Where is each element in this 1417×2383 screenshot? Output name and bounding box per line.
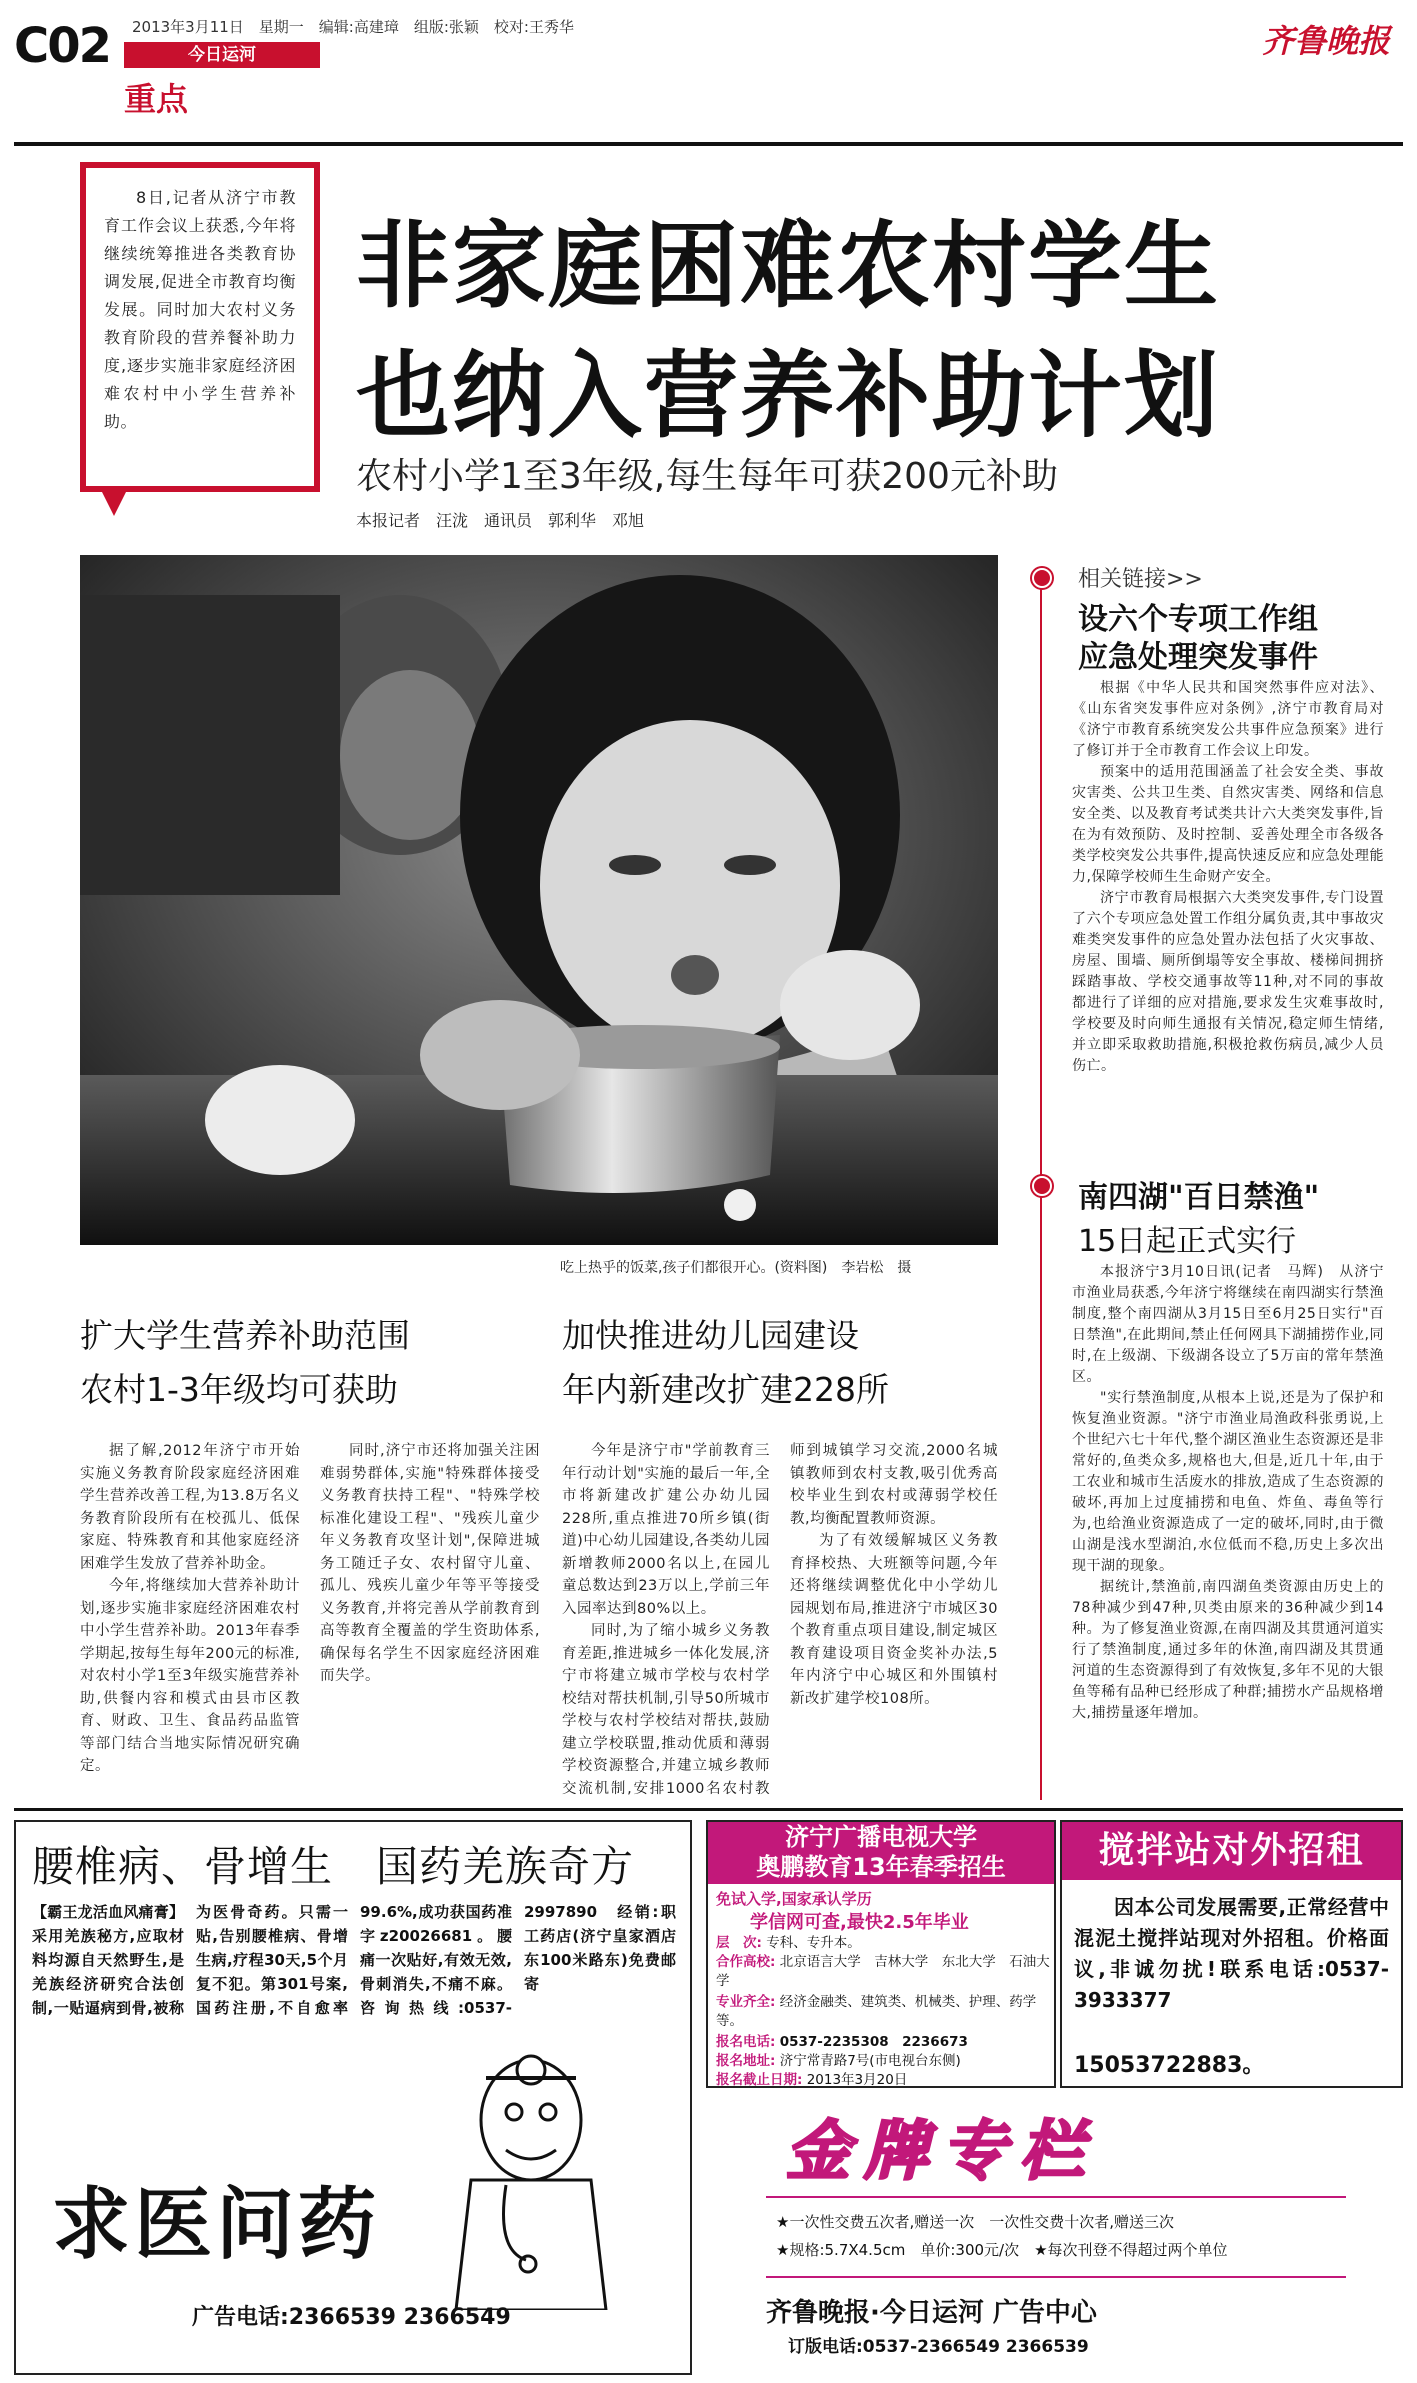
sidebar2-paragraph: 本报济宁3月10日讯(记者 马辉) 从济宁市渔业局获悉,今年济宁将继续在南四湖实行禁渔制度,整个南四湖从3月15日至6月25日实行"百日禁渔",在此期间,禁止任何网具下湖捕捞作业,同时,在上级湖、下级湖各设立了5万亩的常年禁渔区。	[1072, 1264, 1384, 1385]
ad-recruit-body: 因本公司发展需要,正常经营中混泥土搅拌站现对外招租。价格面议,非诚勿扰!联系电话:0537-3933377	[1074, 1895, 1389, 2012]
ad-gold-footer: 齐鲁晚报·今日运河 广告中心	[766, 2298, 1097, 2328]
addr-value: 济宁常青路7号(市电视台东侧)	[779, 2053, 961, 2069]
headline-line1: 非家庭困难农村学生	[356, 211, 1221, 321]
deadline-value: 2013年3月20日	[806, 2072, 908, 2088]
doctor-illustration-icon	[436, 2050, 626, 2310]
sidebar1-body	[1072, 678, 1384, 1077]
ad-gold	[706, 2096, 1403, 2375]
ad-university-details	[716, 1934, 1050, 2090]
sidebar1-kicker: 相关链接>>	[1078, 567, 1203, 592]
addr-label: 报名地址:	[716, 2053, 776, 2069]
ad-gold-title: 金牌专栏	[786, 2114, 1098, 2189]
article2-title2: 年内新建改扩建228所	[562, 1370, 889, 1409]
article2-paragraph: 为了有效缓解城区义务教育择校热、大班额等问题,今年还将继续调整优化中小学幼儿园规划布局,推进济宁市城区30个教育重点项目建设,制定城区教育建设项目资金奖补办法,5年内济宁中心城区和外围镇村新改扩建学校108所。	[790, 1533, 998, 1707]
ad-medicine-big-title: 求医问药	[52, 2179, 381, 2270]
ad-medicine-headline: 腰椎病、骨增生 国药羌族奇方	[32, 1842, 635, 1891]
ad-university-line2: 学信网可查,最快2.5年毕业	[750, 1912, 969, 1933]
section-tag-label: 今日运河	[188, 45, 256, 65]
ad-gold-rule-bottom	[766, 2276, 1346, 2278]
partners-value: 北京语言大学 吉林大学 东北大学 石油大学	[716, 1954, 1050, 1989]
ad-university-title2: 奥鹏教育13年春季招生	[756, 1853, 1006, 1881]
ad-section-rule	[14, 1808, 1403, 1811]
ad-university-levels-row	[716, 1934, 1050, 1953]
ad-university-majors-row	[716, 1993, 1050, 2031]
ad-recruit-mobile: 15053722883。	[1074, 2053, 1265, 2078]
levels-value: 专科、专升本。	[766, 1935, 861, 1951]
sidebar1-bullet-icon	[1032, 568, 1052, 588]
levels-label: 层 次:	[716, 1935, 762, 1951]
ad-medicine	[14, 1820, 692, 2375]
article2-paragraph: 同时,为了缩小城乡义务教育差距,推进城乡一体化发展,济宁市将建立城市学校与农村学校结对帮扶机制,引导50所城市学校与农村学校结对帮扶,鼓励建立学校联盟,推动优质和薄弱学校资源整合,并建立城乡教师交流机制,安排1000名农村教师到城镇学习交流,2000名城镇教师到农村支教,吸引优秀高校毕业生到农村或薄弱学校任教,均衡配置教师资源。	[562, 1443, 998, 1797]
ad-university	[706, 1820, 1056, 2088]
partners-label: 合作高校:	[716, 1954, 776, 1970]
article1-title1: 扩大学生营养补助范围	[80, 1316, 410, 1355]
deadline-label: 报名截止日期:	[716, 2072, 803, 2088]
sidebar1-paragraph: 根据《中华人民共和国突然事件应对法》、《山东省突发事件应对条例》,济宁市教育局对《济宁市教育系统突发公共事件应急预案》进行了修订并于全市教育工作会议上印发。	[1072, 680, 1384, 759]
sidebar2-paragraph: 据统计,禁渔前,南四湖鱼类资源由历史上的78种减少到47种,贝类由原来的36种减少到14种。为了修复渔业资源,在南四湖及其贯通河道实行了禁渔制度,通过多年的休渔,南四湖及其贯通河道的生态资源得到了有效恢复,多年不见的大银鱼等稀有品种已经形成了种群;捕捞水产品规格增大,捕捞量逐年增加。	[1072, 1579, 1384, 1721]
page-number: C02	[14, 18, 111, 74]
article1-paragraph: 据了解,2012年济宁市开始实施义务教育阶段家庭经济困难学生营养改善工程,为13.8万名义务教育阶段所有在校孤儿、低保家庭、特殊教育和其他家庭经济困难学生发放了营养补助金。	[80, 1443, 300, 1572]
ad-university-header	[708, 1822, 1054, 1884]
ad-university-title1: 济宁广播电视大学	[785, 1823, 977, 1851]
masthead-logo: 齐鲁晚报	[1262, 22, 1391, 60]
article2-title1: 加快推进幼儿园建设	[562, 1316, 859, 1355]
majors-value: 经济金融类、建筑类、机械类、护理、药学等。	[716, 1994, 1037, 2029]
lead-text: 8日,记者从济宁市教育工作会议上获悉,今年将继续统筹推进各类教育协调发展,促进全市教育均衡发展。同时加大农村义务教育阶段的营养餐补助力度,逐步实施非家庭经济困难农村中小学生营养补助。	[104, 188, 296, 431]
lead-box-tail	[100, 488, 128, 516]
ad-gold-phone: 订版电话:0537-2366549 2366539	[788, 2337, 1089, 2357]
ad-medicine-phone: 广告电话:2366539 2366549	[192, 2305, 511, 2330]
article2-body	[562, 1440, 998, 1800]
tel-value: 0537-2235308 2236673	[779, 2034, 968, 2050]
article1-paragraph: 今年,将继续加大营养补助计划,逐步实施非家庭经济困难农村中小学生营养补助。2013年春季学期起,按每生每年200元的标准,对农村小学1至3年级实施营养补助,供餐内容和模式由县市区教育、财政、卫生、食品药品监管等部门结合当地实际情况研究确定。	[80, 1578, 300, 1774]
ad-recruit-title-bar	[1062, 1822, 1401, 1880]
ad-recruit	[1060, 1820, 1403, 2088]
sidebar1-title1: 设六个专项工作组	[1078, 602, 1318, 637]
sidebar2-body	[1072, 1262, 1384, 1724]
byline: 本报记者 汪泷 通讯员 郭利华 邓旭	[356, 511, 645, 530]
sidebar1-title2: 应急处理突发事件	[1078, 640, 1318, 675]
sidebar1-paragraph: 预案中的适用范围涵盖了社会安全类、事故灾害类、公共卫生类、自然灾害类、网络和信息安全类、以及教育考试类共计六大类突发事件,旨在为有效预防、及时控制、妥善处理全市各级各类学校突发公共事件,提高快速反应和应急处理能力,保障学校师生生命财产安全。	[1072, 764, 1384, 885]
article1-body	[80, 1440, 540, 1800]
tel-label: 报名电话:	[716, 2034, 776, 2050]
sidebar2-bullet-icon	[1032, 1176, 1052, 1196]
ad-gold-rules	[776, 2208, 1376, 2264]
section-title: 重点	[124, 80, 189, 118]
ad-university-tel-row	[716, 2033, 1050, 2052]
lead-box	[80, 162, 320, 492]
article2-paragraph: 今年是济宁市"学前教育三年行动计划"实施的最后一年,全市将新建改扩建公办幼儿园228所,重点推进70所乡镇(街道)中心幼儿园建设,各类幼儿园新增教师2000名以上,在园儿童总数达到23万以上,学前三年入园率达到80%以上。	[562, 1443, 770, 1617]
ad-university-addr-row	[716, 2052, 1050, 2071]
section-tag	[124, 42, 320, 68]
article1-title2: 农村1-3年级均可获助	[80, 1370, 398, 1409]
header-rule	[14, 142, 1403, 146]
ad-gold-rule-line: ★规格:5.7X4.5cm 单价:300元/次 ★每次刊登不得超过两个单位	[776, 2241, 1228, 2259]
sidebar1-paragraph: 济宁市教育局根据六大类突发事件,专门设置了六个专项应急处置工作组分属负责,其中事故灾难类突发事件的应急处置办法包括了火灾事故、房屋、围墙、厕所倒塌等安全事故、楼梯间拥挤踩踏事故、学校交通事故等11种,对不同的事故都进行了详细的应对措施,要求发生灾难事故时,学校要及时向师生通报有关情况,稳定师生情绪,并立即采取救助措施,积极抢救伤病员,减少人员伤亡。	[1072, 890, 1384, 1074]
ad-university-deadline-row	[716, 2071, 1050, 2090]
headline-subtitle: 农村小学1至3年级,每生每年可获200元补助	[356, 456, 1058, 497]
photo-illustration	[80, 555, 998, 1245]
sidebar2-title2: 15日起正式实行	[1078, 1224, 1297, 1259]
news-photo	[80, 555, 998, 1245]
ad-university-line1: 免试入学,国家承认学历	[716, 1890, 872, 1908]
ad-university-partners-row	[716, 1953, 1050, 1991]
ad-recruit-title: 搅拌站对外招租	[1098, 1830, 1365, 1871]
majors-label: 专业齐全:	[716, 1994, 776, 2010]
sidebar2-paragraph: "实行禁渔制度,从根本上说,还是为了保护和恢复渔业资源。"济宁市渔业局渔政科张勇说,上个世纪六七十年代,整个湖区渔业生态资源还是非常好的,鱼类众多,规格也大,但是,近几十年,由于工农业和城市生活废水的排放,造成了生态资源的破坏,再加上过度捕捞和电鱼、炸鱼、毒鱼等行为,也给渔业资源造成了一定的破坏,同时,由于微山湖是浅水型湖泊,水位低而不稳,历史上多次出现干湖的现象。	[1072, 1390, 1384, 1574]
ad-gold-rule-line: ★一次性交费五次者,赠送一次 一次性交费十次者,赠送三次	[776, 2213, 1174, 2231]
headline-line2: 也纳入营养补助计划	[356, 341, 1221, 451]
article1-paragraph: 同时,济宁市还将加强关注困难弱势群体,实施"特殊群体接受义务教育扶持工程"、"特殊学校标准化建设工程"、"残疾儿童少年义务教育攻坚计划",保障进城务工随迁子女、农村留守儿童、孤儿、残疾儿童少年等平等接受义务教育,并将完善从学前教育到高等教育全覆盖的学生资助体系,确保每名学生不因家庭经济困难而失学。	[320, 1443, 540, 1684]
header-meta: 2013年3月11日 星期一 编辑:高建璋 组版:张颖 校对:王秀华	[132, 18, 574, 36]
sidebar2-title1: 南四湖"百日禁渔"	[1078, 1180, 1320, 1215]
ad-medicine-body: 【霸王龙活血风痛膏】采用羌族秘方,应取材料均源自天然野生,是羌族经济研究合法创制,一贴逼病到骨,被称为医骨奇药。只需一贴,告别腰椎病、骨增生病,疗程30天,5个月复不犯。第301号案,国药注册,不自愈率99.6%,成功获国药准字z20026681。腰痛一次贴好,有效无效,骨刺消失,不痛不麻。咨询热线:0537-2997890 经销:职工药店(济宁皇家酒店东100米路东)免费邮寄	[32, 1903, 676, 2017]
photo-caption: 吃上热乎的饭菜,孩子们都很开心。(资料图) 李岩松 摄	[560, 1260, 912, 1276]
ad-gold-rule-top	[766, 2196, 1346, 2198]
